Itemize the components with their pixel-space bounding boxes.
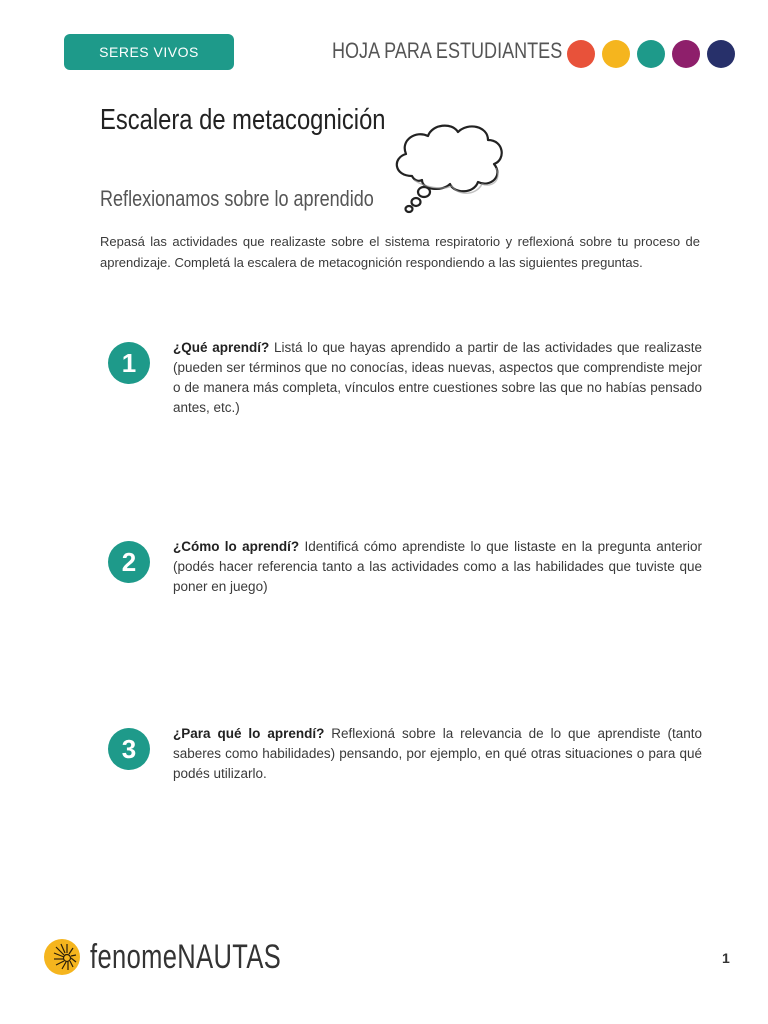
color-dot-red xyxy=(567,40,595,68)
step-text xyxy=(173,338,702,418)
color-dot-navy xyxy=(707,40,735,68)
brand-logo xyxy=(42,937,345,977)
step-description: Identificá cómo aprendiste lo que listaste en la pregunta anterior (podés hacer referencia tanto a las actividades como a las habilidades que tuviste que poner en juego) xyxy=(173,539,702,594)
intro-paragraph: Repasá las actividades que realizaste sobre el sistema respiratorio y reflexioná sobre tu proceso de aprendizaje. Completá la escalera de metacognición respondiendo a las siguientes preguntas. xyxy=(100,234,700,270)
sun-icon xyxy=(42,937,88,977)
step-question: ¿Qué aprendí? xyxy=(173,340,270,355)
page-title: Escalera de metacognición xyxy=(100,104,386,136)
thought-cloud-icon xyxy=(386,118,510,218)
sheet-type-label: HOJA PARA ESTUDIANTES xyxy=(332,38,563,63)
step-number-badge: 1 xyxy=(108,342,150,384)
color-dots xyxy=(567,40,735,68)
step-text xyxy=(173,537,702,597)
color-dot-teal xyxy=(637,40,665,68)
step-number-badge: 2 xyxy=(108,541,150,583)
color-dot-purple xyxy=(672,40,700,68)
step-question: ¿Para qué lo aprendí? xyxy=(173,726,325,741)
color-dot-yellow xyxy=(602,40,630,68)
page-number: 1 xyxy=(722,950,730,966)
step-text xyxy=(173,724,702,784)
page-subtitle: Reflexionamos sobre lo aprendido xyxy=(100,186,374,211)
step-number-badge: 3 xyxy=(108,728,150,770)
step-question: ¿Cómo lo aprendí? xyxy=(173,539,300,554)
step-description: Listá lo que hayas aprendido a partir de las actividades que realizaste (pueden ser términos que no conocías, ideas nuevas, aspectos que comprendiste mejor o de manera más completa, vínculos entre cuestiones sobre las que no habías pensado antes, etc.) xyxy=(173,340,703,415)
section-badge: SERES VIVOS xyxy=(64,34,234,70)
step-description: Reflexioná sobre la relevancia de lo que aprendiste (tanto saberes como habilidades) pensando, por ejemplo, en qué otras situaciones o para qué podés utilizarlo. xyxy=(173,726,702,781)
logo-wordmark: fenomeNAUTAS xyxy=(90,937,282,976)
